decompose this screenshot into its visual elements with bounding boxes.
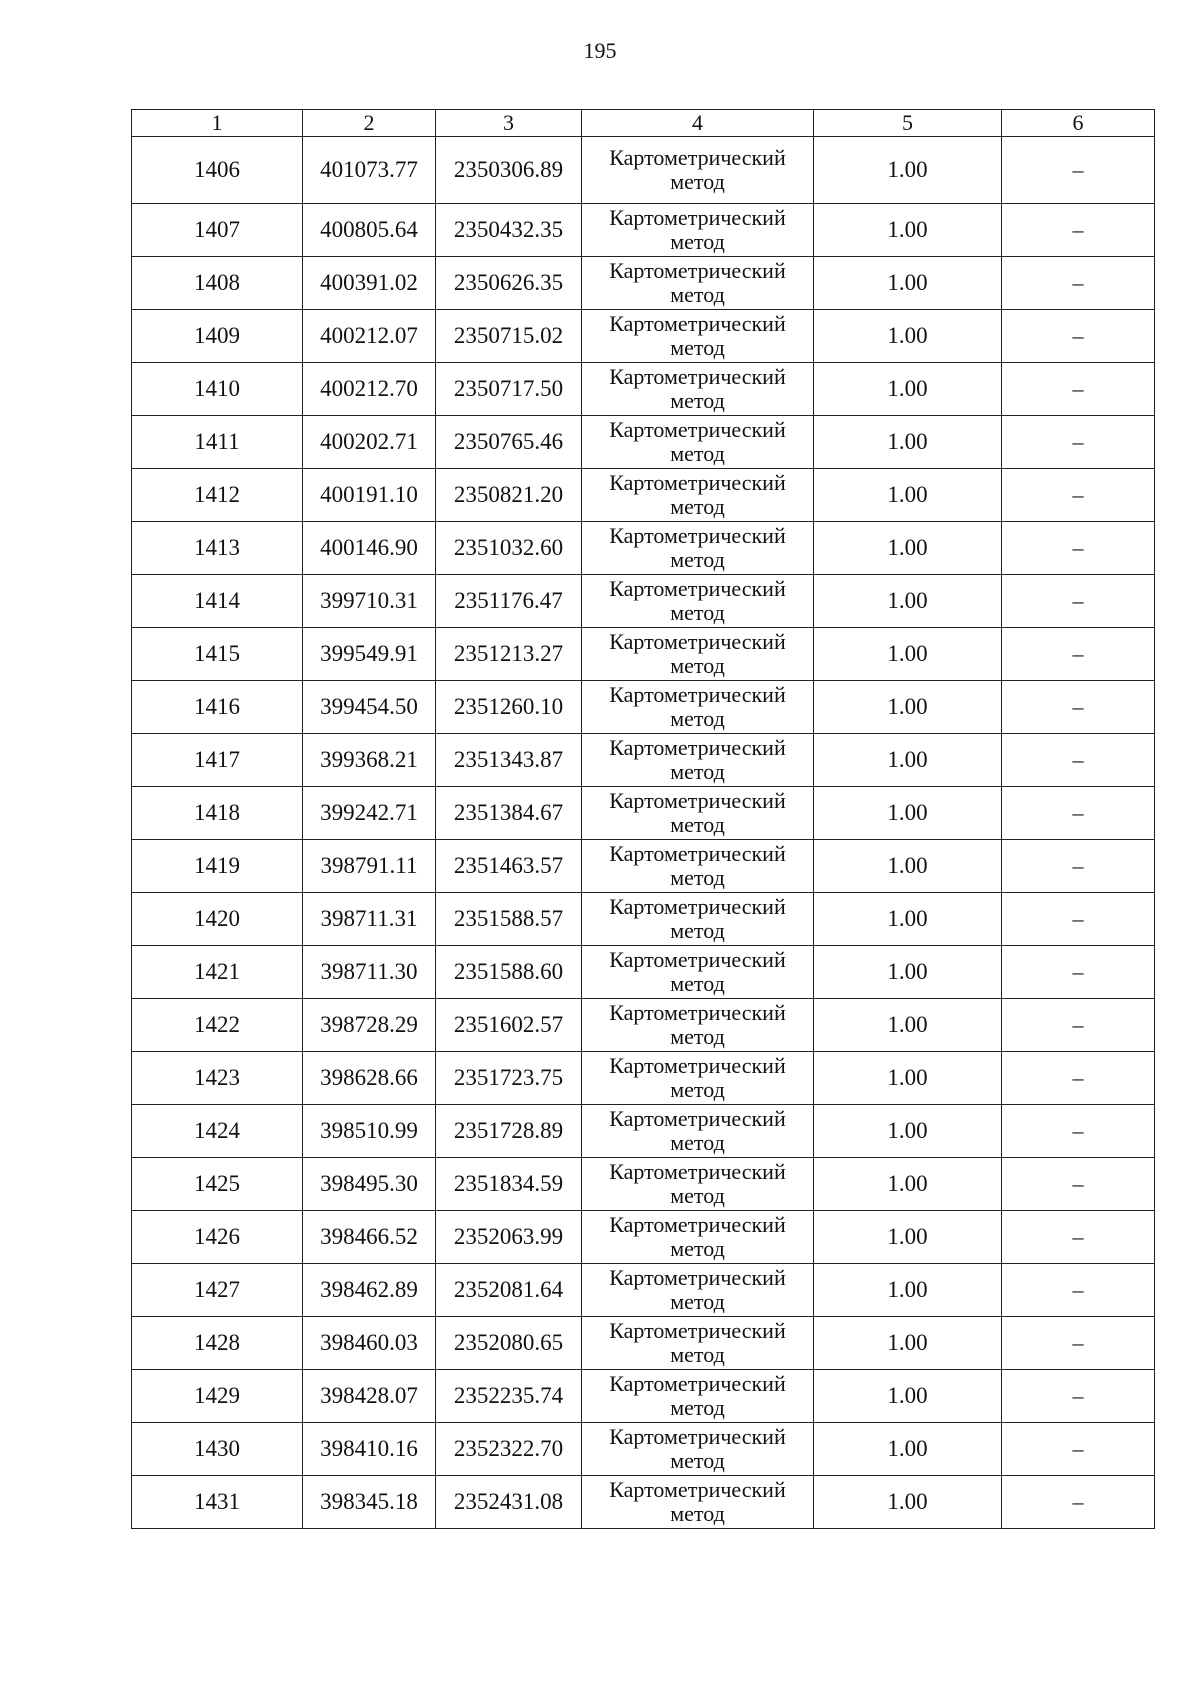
accuracy-cell: 1.00 [814, 734, 1002, 787]
y-coordinate-cell: 2352080.65 [436, 1317, 582, 1370]
accuracy-cell: 1.00 [814, 628, 1002, 681]
point-number-cell: 1420 [132, 893, 303, 946]
note-cell: – [1002, 787, 1155, 840]
accuracy-cell: 1.00 [814, 257, 1002, 310]
y-coordinate-cell: 2351260.10 [436, 681, 582, 734]
note-cell: – [1002, 310, 1155, 363]
x-coordinate-cell: 398628.66 [303, 1052, 436, 1105]
accuracy-cell: 1.00 [814, 575, 1002, 628]
y-coordinate-cell: 2352081.64 [436, 1264, 582, 1317]
y-coordinate-cell: 2350306.89 [436, 137, 582, 204]
y-coordinate-cell: 2351032.60 [436, 522, 582, 575]
method-cell: Картометрический метод [582, 204, 814, 257]
note-cell: – [1002, 522, 1155, 575]
accuracy-cell: 1.00 [814, 840, 1002, 893]
x-coordinate-cell: 398428.07 [303, 1370, 436, 1423]
y-coordinate-cell: 2351834.59 [436, 1158, 582, 1211]
accuracy-cell: 1.00 [814, 1370, 1002, 1423]
column-header: 1 [132, 110, 303, 137]
point-number-cell: 1431 [132, 1476, 303, 1529]
accuracy-cell: 1.00 [814, 363, 1002, 416]
x-coordinate-cell: 400191.10 [303, 469, 436, 522]
accuracy-cell: 1.00 [814, 1158, 1002, 1211]
accuracy-cell: 1.00 [814, 204, 1002, 257]
y-coordinate-cell: 2352431.08 [436, 1476, 582, 1529]
accuracy-cell: 1.00 [814, 1264, 1002, 1317]
accuracy-cell: 1.00 [814, 1423, 1002, 1476]
point-number-cell: 1410 [132, 363, 303, 416]
table-row [132, 257, 1155, 310]
table-row [132, 681, 1155, 734]
point-number-cell: 1416 [132, 681, 303, 734]
method-cell: Картометрический метод [582, 1264, 814, 1317]
table-row [132, 999, 1155, 1052]
y-coordinate-cell: 2351463.57 [436, 840, 582, 893]
table-row [132, 1105, 1155, 1158]
x-coordinate-cell: 400212.70 [303, 363, 436, 416]
note-cell: – [1002, 1476, 1155, 1529]
x-coordinate-cell: 398466.52 [303, 1211, 436, 1264]
x-coordinate-cell: 398462.89 [303, 1264, 436, 1317]
method-cell: Картометрический метод [582, 416, 814, 469]
method-cell: Картометрический метод [582, 137, 814, 204]
point-number-cell: 1419 [132, 840, 303, 893]
accuracy-cell: 1.00 [814, 1052, 1002, 1105]
x-coordinate-cell: 400212.07 [303, 310, 436, 363]
y-coordinate-cell: 2352322.70 [436, 1423, 582, 1476]
column-header: 4 [582, 110, 814, 137]
x-coordinate-cell: 399454.50 [303, 681, 436, 734]
y-coordinate-cell: 2351176.47 [436, 575, 582, 628]
table-row [132, 363, 1155, 416]
y-coordinate-cell: 2351343.87 [436, 734, 582, 787]
y-coordinate-cell: 2351728.89 [436, 1105, 582, 1158]
table-row [132, 310, 1155, 363]
table-body [132, 137, 1155, 1529]
point-number-cell: 1409 [132, 310, 303, 363]
note-cell: – [1002, 999, 1155, 1052]
y-coordinate-cell: 2351213.27 [436, 628, 582, 681]
x-coordinate-cell: 399549.91 [303, 628, 436, 681]
accuracy-cell: 1.00 [814, 137, 1002, 204]
y-coordinate-cell: 2352063.99 [436, 1211, 582, 1264]
method-cell: Картометрический метод [582, 1423, 814, 1476]
accuracy-cell: 1.00 [814, 1211, 1002, 1264]
x-coordinate-cell: 399368.21 [303, 734, 436, 787]
note-cell: – [1002, 1211, 1155, 1264]
note-cell: – [1002, 416, 1155, 469]
x-coordinate-cell: 398460.03 [303, 1317, 436, 1370]
table-row [132, 575, 1155, 628]
table-row [132, 522, 1155, 575]
method-cell: Картометрический метод [582, 257, 814, 310]
point-number-cell: 1418 [132, 787, 303, 840]
table-row [132, 1158, 1155, 1211]
y-coordinate-cell: 2350821.20 [436, 469, 582, 522]
accuracy-cell: 1.00 [814, 1317, 1002, 1370]
accuracy-cell: 1.00 [814, 416, 1002, 469]
note-cell: – [1002, 137, 1155, 204]
accuracy-cell: 1.00 [814, 787, 1002, 840]
column-header: 5 [814, 110, 1002, 137]
method-cell: Картометрический метод [582, 1105, 814, 1158]
table-row [132, 1423, 1155, 1476]
accuracy-cell: 1.00 [814, 522, 1002, 575]
accuracy-cell: 1.00 [814, 469, 1002, 522]
column-header: 3 [436, 110, 582, 137]
x-coordinate-cell: 398791.11 [303, 840, 436, 893]
table-row [132, 628, 1155, 681]
note-cell: – [1002, 1158, 1155, 1211]
point-number-cell: 1413 [132, 522, 303, 575]
note-cell: – [1002, 1105, 1155, 1158]
table-header-row [132, 110, 1155, 137]
note-cell: – [1002, 681, 1155, 734]
table-row [132, 1476, 1155, 1529]
note-cell: – [1002, 469, 1155, 522]
point-number-cell: 1430 [132, 1423, 303, 1476]
point-number-cell: 1411 [132, 416, 303, 469]
accuracy-cell: 1.00 [814, 999, 1002, 1052]
note-cell: – [1002, 204, 1155, 257]
point-number-cell: 1408 [132, 257, 303, 310]
x-coordinate-cell: 398711.30 [303, 946, 436, 999]
accuracy-cell: 1.00 [814, 1476, 1002, 1529]
method-cell: Картометрический метод [582, 1476, 814, 1529]
table-row [132, 137, 1155, 204]
method-cell: Картометрический метод [582, 893, 814, 946]
note-cell: – [1002, 1317, 1155, 1370]
method-cell: Картометрический метод [582, 363, 814, 416]
point-number-cell: 1415 [132, 628, 303, 681]
accuracy-cell: 1.00 [814, 310, 1002, 363]
note-cell: – [1002, 363, 1155, 416]
x-coordinate-cell: 398410.16 [303, 1423, 436, 1476]
point-number-cell: 1406 [132, 137, 303, 204]
method-cell: Картометрический метод [582, 734, 814, 787]
y-coordinate-cell: 2350715.02 [436, 310, 582, 363]
x-coordinate-cell: 399242.71 [303, 787, 436, 840]
note-cell: – [1002, 840, 1155, 893]
method-cell: Картометрический метод [582, 310, 814, 363]
method-cell: Картометрический метод [582, 999, 814, 1052]
point-number-cell: 1424 [132, 1105, 303, 1158]
accuracy-cell: 1.00 [814, 681, 1002, 734]
note-cell: – [1002, 1423, 1155, 1476]
point-number-cell: 1414 [132, 575, 303, 628]
note-cell: – [1002, 257, 1155, 310]
table-row [132, 840, 1155, 893]
table-row [132, 1264, 1155, 1317]
column-header: 2 [303, 110, 436, 137]
point-number-cell: 1421 [132, 946, 303, 999]
method-cell: Картометрический метод [582, 628, 814, 681]
table-row [132, 734, 1155, 787]
point-number-cell: 1429 [132, 1370, 303, 1423]
point-number-cell: 1407 [132, 204, 303, 257]
table-row [132, 1052, 1155, 1105]
table-row [132, 893, 1155, 946]
accuracy-cell: 1.00 [814, 893, 1002, 946]
y-coordinate-cell: 2351588.60 [436, 946, 582, 999]
x-coordinate-cell: 399710.31 [303, 575, 436, 628]
table-row [132, 204, 1155, 257]
method-cell: Картометрический метод [582, 1370, 814, 1423]
table-row [132, 1370, 1155, 1423]
note-cell: – [1002, 628, 1155, 681]
method-cell: Картометрический метод [582, 681, 814, 734]
method-cell: Картометрический метод [582, 575, 814, 628]
point-number-cell: 1428 [132, 1317, 303, 1370]
point-number-cell: 1426 [132, 1211, 303, 1264]
x-coordinate-cell: 398495.30 [303, 1158, 436, 1211]
accuracy-cell: 1.00 [814, 1105, 1002, 1158]
note-cell: – [1002, 575, 1155, 628]
y-coordinate-cell: 2350626.35 [436, 257, 582, 310]
y-coordinate-cell: 2351602.57 [436, 999, 582, 1052]
x-coordinate-cell: 401073.77 [303, 137, 436, 204]
method-cell: Картометрический метод [582, 1317, 814, 1370]
table-row [132, 416, 1155, 469]
method-cell: Картометрический метод [582, 946, 814, 999]
point-number-cell: 1412 [132, 469, 303, 522]
note-cell: – [1002, 734, 1155, 787]
note-cell: – [1002, 946, 1155, 999]
page-number: 195 [583, 38, 617, 63]
method-cell: Картометрический метод [582, 1052, 814, 1105]
note-cell: – [1002, 1370, 1155, 1423]
coordinates-table [131, 109, 1155, 1529]
note-cell: – [1002, 1264, 1155, 1317]
x-coordinate-cell: 398510.99 [303, 1105, 436, 1158]
table-row [132, 787, 1155, 840]
method-cell: Картометрический метод [582, 787, 814, 840]
point-number-cell: 1427 [132, 1264, 303, 1317]
y-coordinate-cell: 2350717.50 [436, 363, 582, 416]
note-cell: – [1002, 893, 1155, 946]
x-coordinate-cell: 400146.90 [303, 522, 436, 575]
accuracy-cell: 1.00 [814, 946, 1002, 999]
table-row [132, 1317, 1155, 1370]
note-cell: – [1002, 1052, 1155, 1105]
y-coordinate-cell: 2351723.75 [436, 1052, 582, 1105]
table-row [132, 946, 1155, 999]
column-header: 6 [1002, 110, 1155, 137]
x-coordinate-cell: 400202.71 [303, 416, 436, 469]
method-cell: Картометрический метод [582, 469, 814, 522]
table-row [132, 469, 1155, 522]
x-coordinate-cell: 398711.31 [303, 893, 436, 946]
x-coordinate-cell: 398345.18 [303, 1476, 436, 1529]
y-coordinate-cell: 2350432.35 [436, 204, 582, 257]
point-number-cell: 1423 [132, 1052, 303, 1105]
table-row [132, 1211, 1155, 1264]
point-number-cell: 1425 [132, 1158, 303, 1211]
method-cell: Картометрический метод [582, 840, 814, 893]
method-cell: Картометрический метод [582, 522, 814, 575]
method-cell: Картометрический метод [582, 1158, 814, 1211]
y-coordinate-cell: 2351384.67 [436, 787, 582, 840]
x-coordinate-cell: 400391.02 [303, 257, 436, 310]
y-coordinate-cell: 2350765.46 [436, 416, 582, 469]
x-coordinate-cell: 400805.64 [303, 204, 436, 257]
y-coordinate-cell: 2352235.74 [436, 1370, 582, 1423]
method-cell: Картометрический метод [582, 1211, 814, 1264]
y-coordinate-cell: 2351588.57 [436, 893, 582, 946]
x-coordinate-cell: 398728.29 [303, 999, 436, 1052]
point-number-cell: 1417 [132, 734, 303, 787]
point-number-cell: 1422 [132, 999, 303, 1052]
